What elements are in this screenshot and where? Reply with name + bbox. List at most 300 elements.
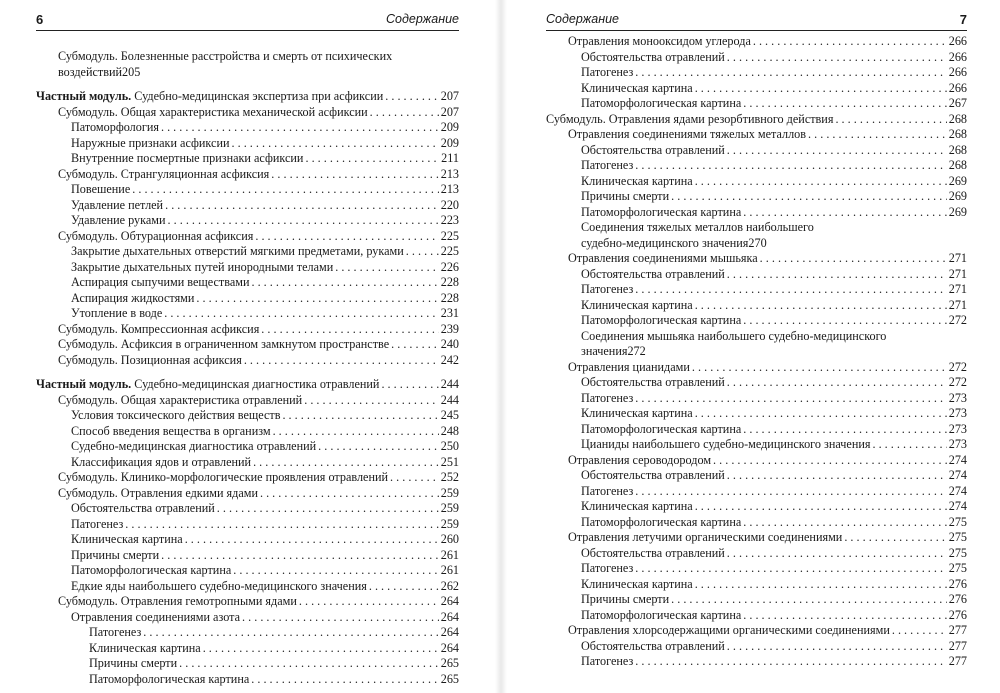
- toc-entry: [546, 96, 967, 112]
- toc-entry-text: Субмодуль. Странгуляционная асфиксия: [58, 166, 270, 181]
- toc-page-number: 274: [948, 468, 967, 482]
- toc-entry: [36, 105, 459, 121]
- toc-entry: [546, 112, 967, 128]
- leader-dots: [299, 594, 439, 610]
- leader-dots: [635, 158, 946, 174]
- leader-dots: [695, 174, 947, 190]
- toc-entry: [36, 244, 459, 260]
- leader-dots: [203, 641, 439, 657]
- toc-entry-text: Патоморфологическая картина: [581, 313, 742, 327]
- leader-dots: [808, 127, 947, 143]
- toc-page-number: 269: [948, 189, 967, 203]
- toc-entry: [546, 561, 967, 577]
- toc-entry-text: Отравления соединениями мышьяка: [568, 251, 758, 265]
- toc-page-number: 272: [948, 359, 967, 374]
- toc-page-number: 273: [948, 437, 967, 451]
- leader-dots: [179, 656, 439, 672]
- toc-page-number: 248: [440, 423, 459, 438]
- toc-page-number: 244: [440, 377, 459, 391]
- toc-entry-text: Судебно-медицинская диагностика отравлений: [71, 439, 317, 453]
- right-page-header: [546, 8, 967, 31]
- leader-dots: [727, 639, 947, 655]
- toc-page-number: 211: [441, 151, 459, 165]
- toc-entry-text: Соединения тяжелых металлов наибольшего: [581, 220, 814, 234]
- toc-entry: [546, 391, 967, 407]
- toc-entry: [546, 251, 967, 267]
- toc-page-number: 272: [948, 375, 967, 389]
- leader-dots: [727, 267, 947, 283]
- leader-dots: [727, 143, 947, 159]
- toc-entry: [36, 260, 459, 276]
- toc-entry-text: Закрытие дыхательных путей инородными телами: [71, 259, 334, 274]
- toc-entry-text: Субмодуль. Общая характеристика механической асфиксии: [58, 104, 368, 119]
- leader-dots: [143, 625, 438, 641]
- leader-dots: [242, 610, 439, 626]
- toc-page-number: 271: [948, 297, 967, 312]
- toc-entry-text: Патогенез: [89, 625, 142, 639]
- page-number: 7: [959, 12, 967, 27]
- toc-page-number: 245: [440, 408, 459, 422]
- leader-dots: [168, 213, 439, 229]
- toc-page-number: 225: [440, 228, 459, 243]
- toc-entry-text: Повешение: [71, 182, 131, 196]
- toc-page-number: 273: [948, 406, 967, 420]
- toc-entry: [546, 484, 967, 500]
- toc-entry-text: Патогенез: [71, 516, 124, 531]
- toc-page-number: 265: [440, 656, 459, 670]
- toc-entry: [546, 189, 967, 205]
- toc-entry-text: Субмодуль. Отравления едкими ядами: [58, 485, 258, 500]
- toc-page-number: 262: [440, 578, 459, 593]
- toc-page-number: 277: [948, 623, 967, 637]
- leader-dots: [132, 182, 438, 198]
- toc-entry-text: Причины смерти: [89, 656, 178, 670]
- toc-entry-text: Субмодуль. Болезненные расстройства и смерть от психических: [58, 49, 393, 63]
- running-header-title: Содержание: [546, 12, 619, 26]
- module-label: Частный модуль.: [36, 89, 132, 103]
- toc-entry-text: Аспирация сыпучими веществами: [71, 275, 250, 289]
- toc-entry-text: Субмодуль. Отравления ядами резорбтивного действия: [546, 111, 834, 126]
- leader-dots: [635, 561, 946, 577]
- leader-dots: [713, 453, 947, 469]
- toc-page-number: 225: [440, 244, 459, 258]
- toc-page-number: 259: [440, 516, 459, 531]
- toc-entry-text: Отравления соединениями азота: [71, 609, 241, 624]
- leader-dots: [695, 81, 947, 97]
- toc-entry: [36, 89, 459, 105]
- toc-page-number: 228: [440, 290, 459, 305]
- leader-dots: [244, 353, 439, 369]
- toc-entry-text: Условия токсического действия веществ: [71, 408, 281, 422]
- toc-entry: [36, 393, 459, 409]
- leader-dots: [671, 592, 947, 608]
- leader-dots: [892, 623, 947, 639]
- toc-page-number: 264: [440, 640, 459, 655]
- leader-dots: [844, 530, 946, 546]
- leader-dots: [671, 189, 947, 205]
- toc-entry: [36, 486, 459, 502]
- toc-entry-text: Патоморфологическая картина: [581, 514, 742, 529]
- toc-page-number: 250: [440, 439, 459, 453]
- toc-entry: [36, 501, 459, 517]
- toc-list-left: [36, 31, 459, 687]
- toc-entry-text: воздействий: [58, 64, 123, 79]
- toc-entry-text: Патоморфологическая картина: [581, 96, 742, 110]
- leader-dots: [370, 105, 439, 121]
- toc-page-number: 274: [948, 452, 967, 467]
- toc-entry-text: Классификация ядов и отравлений: [71, 454, 252, 469]
- toc-page-number: 271: [948, 282, 967, 296]
- leader-dots: [695, 406, 947, 422]
- toc-entry: [36, 672, 459, 688]
- leader-dots: [872, 437, 946, 453]
- toc-entry-text: Клиническая картина: [581, 80, 693, 95]
- leader-dots: [635, 391, 946, 407]
- page-number: 6: [36, 12, 44, 27]
- toc-entry-text: Утопление в воде: [71, 306, 163, 320]
- toc-entry: [546, 298, 967, 314]
- toc-page-number: 268: [948, 158, 967, 172]
- leader-dots: [125, 517, 438, 533]
- toc-entry-text: Клиническая картина: [71, 532, 183, 546]
- toc-entry: [36, 517, 459, 533]
- toc-entry-text: значения: [581, 344, 628, 358]
- toc-entry: [36, 656, 459, 672]
- toc-entry-text: Патоморфологическая картина: [89, 671, 250, 686]
- toc-entry: [36, 625, 459, 641]
- toc-entry: [546, 515, 967, 531]
- toc-entry: [546, 143, 967, 159]
- toc-page-number: 273: [948, 421, 967, 436]
- toc-page-number: 264: [440, 625, 459, 639]
- leader-dots: [305, 151, 439, 167]
- toc-page-number: 276: [948, 607, 967, 622]
- toc-entry-text: судебно-медицинского значения: [581, 235, 749, 250]
- toc-page-number: 269: [948, 204, 967, 219]
- toc-entry-text: Патогенез: [581, 390, 634, 405]
- leader-dots: [282, 408, 438, 424]
- toc-entry-text: Субмодуль. Позиционная асфиксия: [58, 352, 242, 367]
- leader-dots: [251, 672, 438, 688]
- leader-dots: [196, 291, 438, 307]
- toc-entry: [546, 127, 967, 143]
- toc-entry: [36, 198, 459, 214]
- toc-page-number: 268: [948, 111, 967, 126]
- toc-entry: [36, 455, 459, 471]
- leader-dots: [251, 275, 438, 291]
- toc-entry: [36, 439, 459, 455]
- toc-entry-text: Внутренние посмертные признаки асфиксии: [71, 151, 304, 165]
- leader-dots: [161, 548, 439, 564]
- leader-dots: [406, 244, 439, 260]
- toc-page-number: 268: [948, 127, 967, 141]
- toc-page-number: 213: [440, 166, 459, 181]
- toc-entry: [36, 213, 459, 229]
- toc-entry: [36, 579, 459, 595]
- toc-page-number: 274: [948, 499, 967, 513]
- leader-dots: [695, 499, 947, 515]
- toc-entry: [36, 275, 459, 291]
- right-page: [500, 0, 1000, 693]
- toc-page-number: 277: [948, 654, 967, 668]
- toc-entry: [36, 49, 459, 80]
- toc-page-number: 264: [440, 609, 459, 624]
- leader-dots: [233, 563, 438, 579]
- toc-page-number: 266: [948, 80, 967, 95]
- toc-entry-text: Обстоятельства отравлений: [581, 49, 725, 64]
- toc-entry-text: Удавление руками: [71, 213, 166, 227]
- leader-dots: [635, 484, 946, 500]
- leader-dots: [385, 89, 438, 105]
- leader-dots: [727, 468, 947, 484]
- toc-entry: [546, 468, 967, 484]
- toc-entry-text: Отравления хлорсодержащими органическими соединениями: [568, 623, 890, 637]
- toc-entry: [546, 422, 967, 438]
- toc-entry-text: Судебно-медицинская экспертиза при асфиксии: [131, 89, 384, 103]
- toc-page-number: 259: [440, 485, 459, 500]
- toc-entry: [546, 546, 967, 562]
- toc-entry: [546, 654, 967, 670]
- toc-entry: [36, 424, 459, 440]
- toc-page-number: 261: [440, 547, 459, 562]
- toc-entry-text: Патоморфологическая картина: [581, 607, 742, 622]
- leader-dots: [261, 322, 438, 338]
- toc-entry: [546, 530, 967, 546]
- toc-page-number: 269: [948, 173, 967, 188]
- toc-page-number: 267: [948, 96, 967, 110]
- toc-entry: [546, 282, 967, 298]
- toc-entry-text: Субмодуль. Компрессионная асфиксия: [58, 321, 260, 336]
- toc-page-number: 272: [948, 313, 967, 327]
- toc-page-number: 270: [748, 235, 767, 250]
- toc-entry: [546, 65, 967, 81]
- toc-page-number: 275: [948, 514, 967, 529]
- toc-entry: [546, 375, 967, 391]
- toc-page-number: 276: [948, 592, 967, 606]
- toc-page-number: 223: [440, 213, 459, 227]
- toc-entry: [546, 50, 967, 66]
- toc-entry: [546, 592, 967, 608]
- toc-entry-text: Клиническая картина: [89, 640, 201, 655]
- toc-entry-text: Патоморфологическая картина: [71, 563, 232, 577]
- toc-entry-text: Отравления летучими органическими соединениями: [568, 530, 843, 544]
- running-header-title: Содержание: [386, 12, 459, 26]
- toc-entry: [546, 329, 967, 360]
- leader-dots: [743, 608, 946, 624]
- toc-page-number: 213: [440, 182, 459, 196]
- leader-dots: [390, 470, 439, 486]
- toc-entry: [546, 453, 967, 469]
- leader-dots: [635, 654, 946, 670]
- toc-page-number: 244: [440, 392, 459, 407]
- toc-page-number: 205: [122, 64, 141, 79]
- leader-dots: [695, 298, 947, 314]
- leader-dots: [835, 112, 946, 128]
- toc-page-number: 207: [440, 104, 459, 119]
- toc-entry: [36, 136, 459, 152]
- toc-entry-text: Обстоятельства отравлений: [71, 501, 215, 515]
- leader-dots: [635, 65, 946, 81]
- toc-entry: [546, 34, 967, 50]
- toc-page-number: 271: [948, 266, 967, 281]
- toc-entry: [36, 182, 459, 198]
- toc-page-number: 226: [440, 259, 459, 274]
- leader-dots: [760, 251, 947, 267]
- toc-entry-text: Причины смерти: [581, 592, 670, 606]
- leader-dots: [217, 501, 439, 517]
- toc-entry: [546, 437, 967, 453]
- leader-dots: [273, 424, 439, 440]
- toc-entry: [546, 577, 967, 593]
- toc-entry-text: Патогенез: [581, 282, 634, 296]
- leader-dots: [743, 96, 946, 112]
- toc-entry-text: Клиническая картина: [581, 297, 693, 312]
- toc-page-number: 266: [948, 65, 967, 79]
- leader-dots: [304, 393, 439, 409]
- toc-entry: [546, 267, 967, 283]
- toc-page-number: 276: [948, 576, 967, 591]
- toc-entry-text: Патогенез: [581, 561, 634, 575]
- toc-page-number: 277: [948, 638, 967, 653]
- leader-dots: [161, 120, 439, 136]
- leader-dots: [253, 455, 439, 471]
- toc-entry: [546, 220, 967, 251]
- toc-page-number: 266: [948, 34, 967, 48]
- toc-entry-text: Отравления сероводородом: [568, 452, 712, 467]
- toc-entry: [36, 408, 459, 424]
- toc-entry: [36, 377, 459, 393]
- leader-dots: [727, 546, 947, 562]
- leader-dots: [369, 579, 439, 595]
- toc-entry-text: Закрытие дыхательных отверстий мягкими предметами, руками: [71, 244, 404, 258]
- toc-entry: [36, 306, 459, 322]
- toc-entry-text: Патогенез: [581, 158, 634, 172]
- toc-entry: [36, 563, 459, 579]
- toc-page-number: 275: [948, 545, 967, 560]
- toc-entry-text: Отравления соединениями тяжелых металлов: [568, 127, 807, 141]
- leader-dots: [335, 260, 439, 276]
- toc-page-number: 228: [440, 275, 459, 289]
- toc-entry: [546, 639, 967, 655]
- toc-entry-text: Обстоятельства отравлений: [581, 545, 725, 560]
- toc-entry-text: Патогенез: [581, 483, 634, 498]
- toc-page-number: 240: [440, 337, 459, 351]
- toc-entry: [546, 205, 967, 221]
- leader-dots: [165, 198, 439, 214]
- leader-dots: [232, 136, 439, 152]
- toc-entry-text: Наружные признаки асфиксии: [71, 135, 230, 150]
- toc-entry: [546, 406, 967, 422]
- toc-page-number: 252: [440, 470, 459, 484]
- toc-entry-text: Субмодуль. Общая характеристика отравлений: [58, 392, 303, 407]
- toc-page-number: 231: [440, 306, 459, 320]
- toc-entry-text: Цианиды наибольшего судебно-медицинского значения: [581, 437, 871, 451]
- leader-dots: [695, 577, 947, 593]
- toc-page-number: 261: [440, 563, 459, 577]
- toc-page-number: 239: [440, 321, 459, 336]
- leader-dots: [727, 375, 947, 391]
- toc-entry-text: Причины смерти: [71, 547, 160, 562]
- leader-dots: [164, 306, 438, 322]
- toc-entry-text: Субмодуль. Асфиксия в ограниченном замкнутом пространстве: [58, 337, 390, 351]
- toc-entry: [36, 291, 459, 307]
- toc-entry: [36, 594, 459, 610]
- leader-dots: [743, 515, 946, 531]
- toc-entry-text: Аспирация жидкостями: [71, 290, 195, 305]
- leader-dots: [318, 439, 439, 455]
- toc-page-number: 271: [948, 251, 967, 265]
- leader-dots: [743, 205, 946, 221]
- toc-entry-text: Причины смерти: [581, 189, 670, 203]
- toc-entry: [36, 470, 459, 486]
- toc-page-number: 275: [948, 561, 967, 575]
- leader-dots: [391, 337, 439, 353]
- leader-dots: [185, 532, 439, 548]
- toc-page-number: 209: [440, 135, 459, 150]
- toc-page-number: 209: [440, 120, 459, 134]
- leader-dots: [743, 313, 946, 329]
- toc-entry-text: Обстоятельства отравлений: [581, 375, 725, 389]
- toc-entry-text: Субмодуль. Отравления гемотропными ядами: [58, 594, 297, 608]
- toc-entry-text: Патогенез: [581, 65, 634, 79]
- toc-entry: [546, 158, 967, 174]
- toc-entry-text: Обстоятельства отравлений: [581, 638, 725, 653]
- leader-dots: [727, 50, 947, 66]
- toc-entry: [36, 532, 459, 548]
- toc-entry-text: Клиническая картина: [581, 499, 693, 513]
- toc-page-number: 259: [440, 501, 459, 515]
- toc-page-number: 265: [440, 671, 459, 686]
- toc-entry-text: Клиническая картина: [581, 173, 693, 188]
- toc-entry: [36, 610, 459, 626]
- toc-page-number: 251: [440, 454, 459, 469]
- toc-entry: [36, 167, 459, 183]
- toc-entry: [546, 360, 967, 376]
- toc-entry: [546, 313, 967, 329]
- leader-dots: [260, 486, 439, 502]
- left-page-header: [36, 8, 459, 31]
- toc-entry: [36, 548, 459, 564]
- toc-page-number: 268: [948, 142, 967, 157]
- toc-entry-text: Патоморфологическая картина: [581, 204, 742, 219]
- toc-entry: [546, 623, 967, 639]
- toc-page-number: 272: [627, 344, 646, 358]
- toc-entry-text: Отравления монооксидом углерода: [568, 34, 751, 48]
- leader-dots: [381, 377, 438, 393]
- toc-entry: [36, 151, 459, 167]
- toc-page-number: 273: [948, 390, 967, 405]
- toc-entry-text: Отравления цианидами: [568, 359, 690, 374]
- toc-entry-text: Патоморфология: [71, 120, 159, 134]
- leader-dots: [271, 167, 438, 183]
- toc-entry-text: Субмодуль. Обтурационная асфиксия: [58, 228, 254, 243]
- toc-entry: [546, 608, 967, 624]
- leader-dots: [635, 282, 946, 298]
- toc-entry-text: Обстоятельства отравлений: [581, 468, 725, 482]
- toc-entry: [36, 337, 459, 353]
- toc-entry: [36, 353, 459, 369]
- toc-page-number: 264: [440, 594, 459, 608]
- toc-page-number: 275: [948, 530, 967, 544]
- toc-entry-text: Патоморфологическая картина: [581, 421, 742, 436]
- toc-entry: [546, 81, 967, 97]
- toc-entry: [36, 322, 459, 338]
- toc-entry-text: Удавление петлей: [71, 197, 164, 212]
- toc-page-number: 274: [948, 483, 967, 498]
- leader-dots: [743, 422, 946, 438]
- toc-entry-text: Соединения мышьяка наибольшего судебно-медицинского: [581, 328, 887, 343]
- toc-entry-text: Обстоятельства отравлений: [581, 142, 725, 157]
